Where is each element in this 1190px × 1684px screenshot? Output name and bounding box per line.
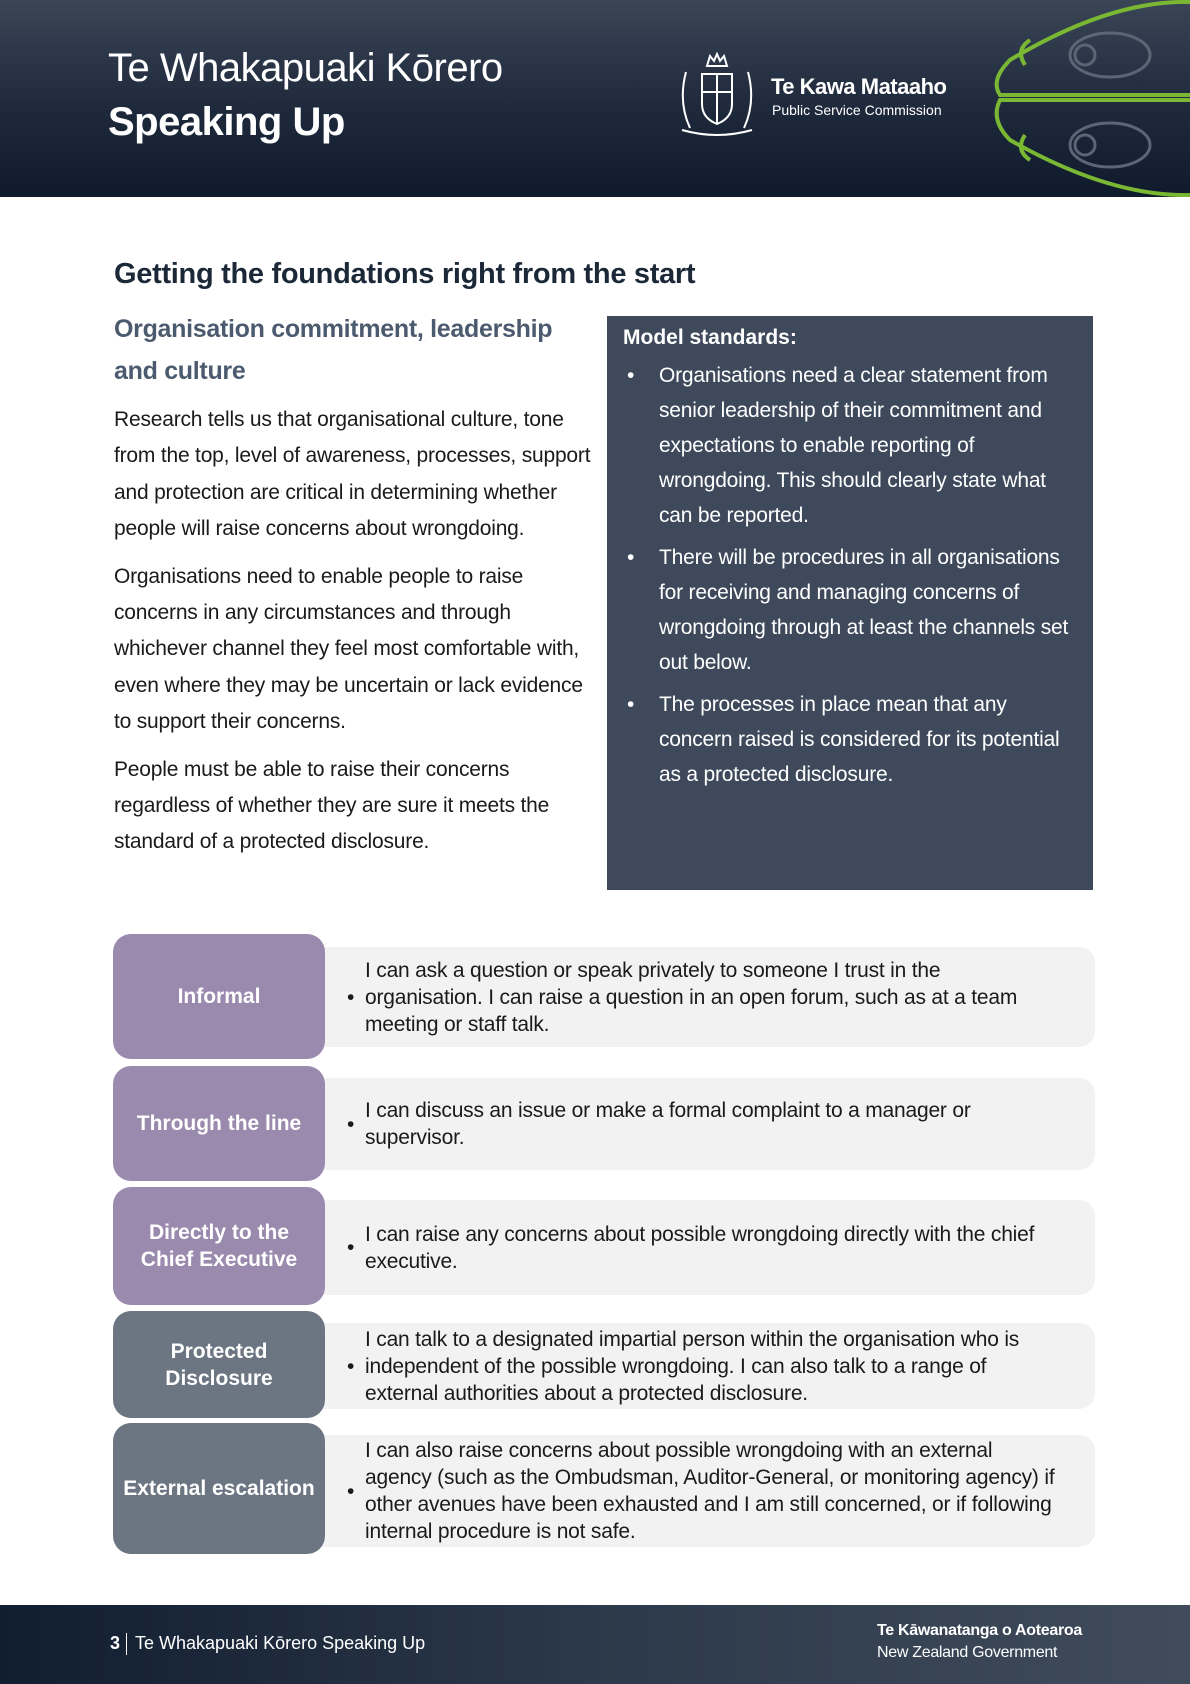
bullet-icon: • [347, 1112, 355, 1136]
channel-text: I can talk to a designated impartial person within the organisation who is independent of the possible wrongdoing. I can also talk to a range of external authorities about a protected disclosure. [365, 1327, 1020, 1405]
channel-description [313, 1435, 1095, 1547]
channel-label: Protected Disclosure [113, 1311, 325, 1418]
channel-text: I can ask a question or speak privately to someone I trust in the organisation. I can raise a question in an open forum, such as at a team meeting or staff talk. [365, 958, 1018, 1036]
gov-name-maori: Te Kāwanatanga o Aotearoa [877, 1622, 1082, 1639]
paragraph: People must be able to raise their concerns regardless of whether they are sure it meets the standard of a protected disclosure. [114, 757, 550, 854]
page-footer [0, 1605, 1190, 1684]
document-title: Te Whakapuaki Kōrero [108, 46, 503, 90]
channel-description [313, 1200, 1095, 1295]
channel-label: Directly to the Chief Executive [113, 1187, 325, 1305]
channel-description [313, 1323, 1095, 1409]
bullet-icon: • [627, 693, 635, 716]
body-text [114, 402, 594, 872]
model-standards-box [607, 316, 1093, 890]
footer-doc-title: Te Whakapuaki Kōrero Speaking Up [135, 1633, 426, 1653]
page-number: 3 [110, 1633, 121, 1653]
model-standards-title: Model standards: [623, 326, 797, 349]
bullet-icon: • [347, 1236, 355, 1259]
list-item [623, 358, 1077, 533]
divider [126, 1633, 127, 1655]
paragraph: Research tells us that organisational culture, tone from the top, level of awareness, processes, support and protection are critical in determining whether people will raise concerns about wrongdoing. [114, 408, 591, 541]
channel-label: External escalation [113, 1423, 325, 1554]
bullet-icon: • [347, 985, 355, 1009]
bullet-icon: • [627, 546, 635, 569]
org-name: Te Kawa Mataaho [771, 74, 947, 99]
bullet-icon: • [627, 364, 635, 387]
list-item-text: There will be procedures in all organisations for receiving and managing concerns of wrongdoing through at least the channels set out below. [659, 546, 1069, 674]
channel-row-protected-disclosure [113, 1311, 1095, 1418]
document-subtitle: Speaking Up [108, 100, 345, 144]
channel-description [313, 1078, 1095, 1170]
bullet-icon: • [347, 1354, 355, 1378]
channel-label: Informal [113, 934, 325, 1059]
footer-left [110, 1633, 425, 1655]
coat-of-arms-icon [672, 52, 762, 138]
section-heading: Getting the foundations right from the start [114, 258, 696, 290]
channel-row-external-escalation [113, 1423, 1095, 1554]
channel-text: I can raise any concerns about possible wrongdoing directly with the chief executive. [365, 1222, 1035, 1273]
list-item [623, 540, 1077, 680]
bullet-icon: • [347, 1479, 355, 1503]
koru-pattern-icon [990, 0, 1190, 197]
channel-description [313, 947, 1095, 1047]
channel-text: I can also raise concerns about possible wrongdoing with an external agency (such as the Ombudsman, Auditor-General, or monitoring agency) if other avenues have been exhausted and I am still concerned, or if following internal procedure is not safe. [365, 1439, 1055, 1543]
channel-label: Through the line [113, 1066, 325, 1181]
channel-row-chief-executive [113, 1187, 1095, 1305]
section-subheading: Organisation commitment, leadership and culture [114, 315, 553, 385]
paragraph: Organisations need to enable people to raise concerns in any circumstances and through whichever channel they feel most comfortable with, even where they may be uncertain or lack evidence to support their concerns. [114, 564, 583, 734]
channel-row-informal [113, 934, 1095, 1059]
org-subtitle: Public Service Commission [772, 102, 942, 118]
list-item [623, 687, 1077, 792]
list-item-text: The processes in place mean that any concern raised is considered for its potential as a protected disclosure. [659, 693, 1060, 786]
list-item-text: Organisations need a clear statement from senior leadership of their commitment and expectations to enable reporting of wrongdoing. This should clearly state what can be reported. [659, 364, 1048, 527]
gov-name-english: New Zealand Government [877, 1644, 1058, 1661]
channel-text: I can discuss an issue or make a formal complaint to a manager or supervisor. [365, 1099, 971, 1149]
page-header [0, 0, 1190, 197]
channel-row-through-the-line [113, 1066, 1095, 1181]
